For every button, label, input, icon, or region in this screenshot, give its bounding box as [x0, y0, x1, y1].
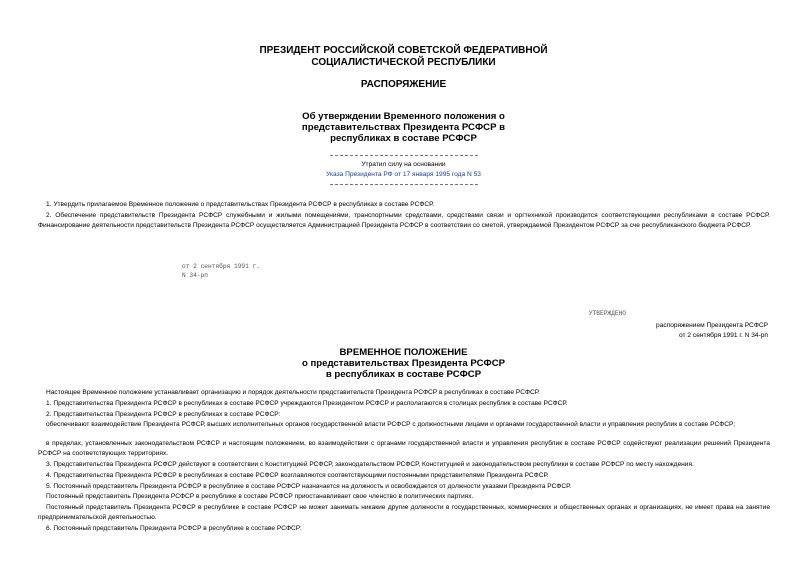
regulation-item-2a: обеспечивают взаимодействие Президента РСФСР, высших исполнительных органов государственной власти РСФСР с должностными лицами и органами государственной власти и управления республик в составе РСФСР; — [46, 421, 736, 428]
regulation-item-1: 1. Представительства Президента РСФСР в республиках в составе РСФСР учреждаются Президентом РСФСР и располагаются в столицах республик в составе РСФСР. — [46, 400, 568, 407]
issuer-line-1: ПРЕЗИДЕНТ РОССИЙСКОЙ СОВЕТСКОЙ ФЕДЕРАТИВНОЙ — [259, 45, 548, 56]
regulation-item-4: 4. Представительства Президента РСФСР в республиках в составе РСФСР возглавляются соответствующими постоянными представителями Президента РСФСР. — [46, 472, 549, 479]
regulation-preamble: Настоящее Временное положение устанавливает организацию и порядок деятельности представительств Президента РСФСР в республиках в составе РСФСР. — [46, 389, 540, 396]
regulation-title-2: о представительствах Президента РСФСР — [301, 358, 506, 369]
document-type: РАСПОРЯЖЕНИЕ — [360, 79, 447, 90]
regulation-item-5b: Постоянный представитель Президента РСФСР в республике в составе РСФСР не может занимать никакие другие должности в государственных, коммерческих и общественных органах и организациях, не имеет права на занятие предпринимательской деятельностью. — [38, 504, 770, 521]
regulation-title-1: ВРЕМЕННОЕ ПОЛОЖЕНИЕ — [339, 347, 468, 358]
regulation-title-3: в республиках в составе РСФСР — [325, 369, 482, 380]
title-line-1: Об утверждении Временного положения о — [302, 111, 505, 122]
order-item-1: 1. Утвердить прилагаемое Временное положение о представительствах Президента РСФСР в республиках в составе РСФСР. — [46, 201, 435, 208]
order-item-2: 2. Обеспечение представительств Президента РСФСР служебными и жилыми помещениями, транспортными средствами, средствами связи и оргтехникой производится соответствующими республиками в составе РСФСР. Финансирование деятельности представительств Президента РСФСР осуществляется Администрацией Президента РСФСР в соответствии со сметой, утверждаемой Президентом РСФСР за сче республиканского бюджета РСФСР. — [38, 212, 770, 229]
approval-line-2: от 2 сентября 1991 г. N 34-рп — [679, 332, 768, 339]
regulation-item-5: 5. Постоянный представитель Президента РСФСР в республике в составе РСФСР назначается на должность и освобождается от должности указами Президента РСФСР. — [46, 483, 572, 490]
approval-stamp: УТВЕРЖДЕНО — [588, 310, 626, 317]
status-text: Утратил силу на основании — [361, 161, 446, 168]
regulation-item-2b: в пределах, установленных законодательством РСФСР и настоящим положением, во взаимодействии с органами государственной власти и управления республик в составе РСФСР содействуют реализации решений Президента РСФСР на соответствующих территориях. — [38, 440, 770, 457]
signature-number: N 34-рп — [182, 272, 208, 279]
approval-line-1: распоряжением Президента РСФСР — [656, 322, 768, 329]
regulation-item-2: 2. Представительства Президента РСФСР в республиках в составе РСФСР: — [46, 411, 281, 418]
divider-top — [330, 155, 478, 156]
repeal-link[interactable]: Указа Президента РФ от 17 января 1995 года N 53 — [326, 171, 481, 178]
regulation-item-6: 6. Постоянный представитель Президента РСФСР в республике в составе РСФСР: — [46, 525, 302, 532]
title-line-2: представительствах Президента РСФСР в — [301, 122, 506, 133]
divider-bottom — [330, 184, 478, 185]
signature-date: от 2 сентября 1991 г. — [182, 263, 260, 270]
regulation-item-5a: Постоянный представитель Президента РСФСР в республике в составе РСФСР приостанавливает свое членство в политических партиях. — [46, 493, 474, 500]
issuer-line-2: СОЦИАЛИСТИЧЕСКОЙ РЕСПУБЛИКИ — [311, 57, 496, 68]
title-line-3: республиках в составе РСФСР — [330, 133, 477, 144]
regulation-item-3: 3. Представительства Президента РСФСР действуют в соответствии с Конституцией РСФСР, законодательством РСФСР, Конституцией и законодательством республики в составе РСФСР по месту нахождения. — [46, 461, 694, 468]
